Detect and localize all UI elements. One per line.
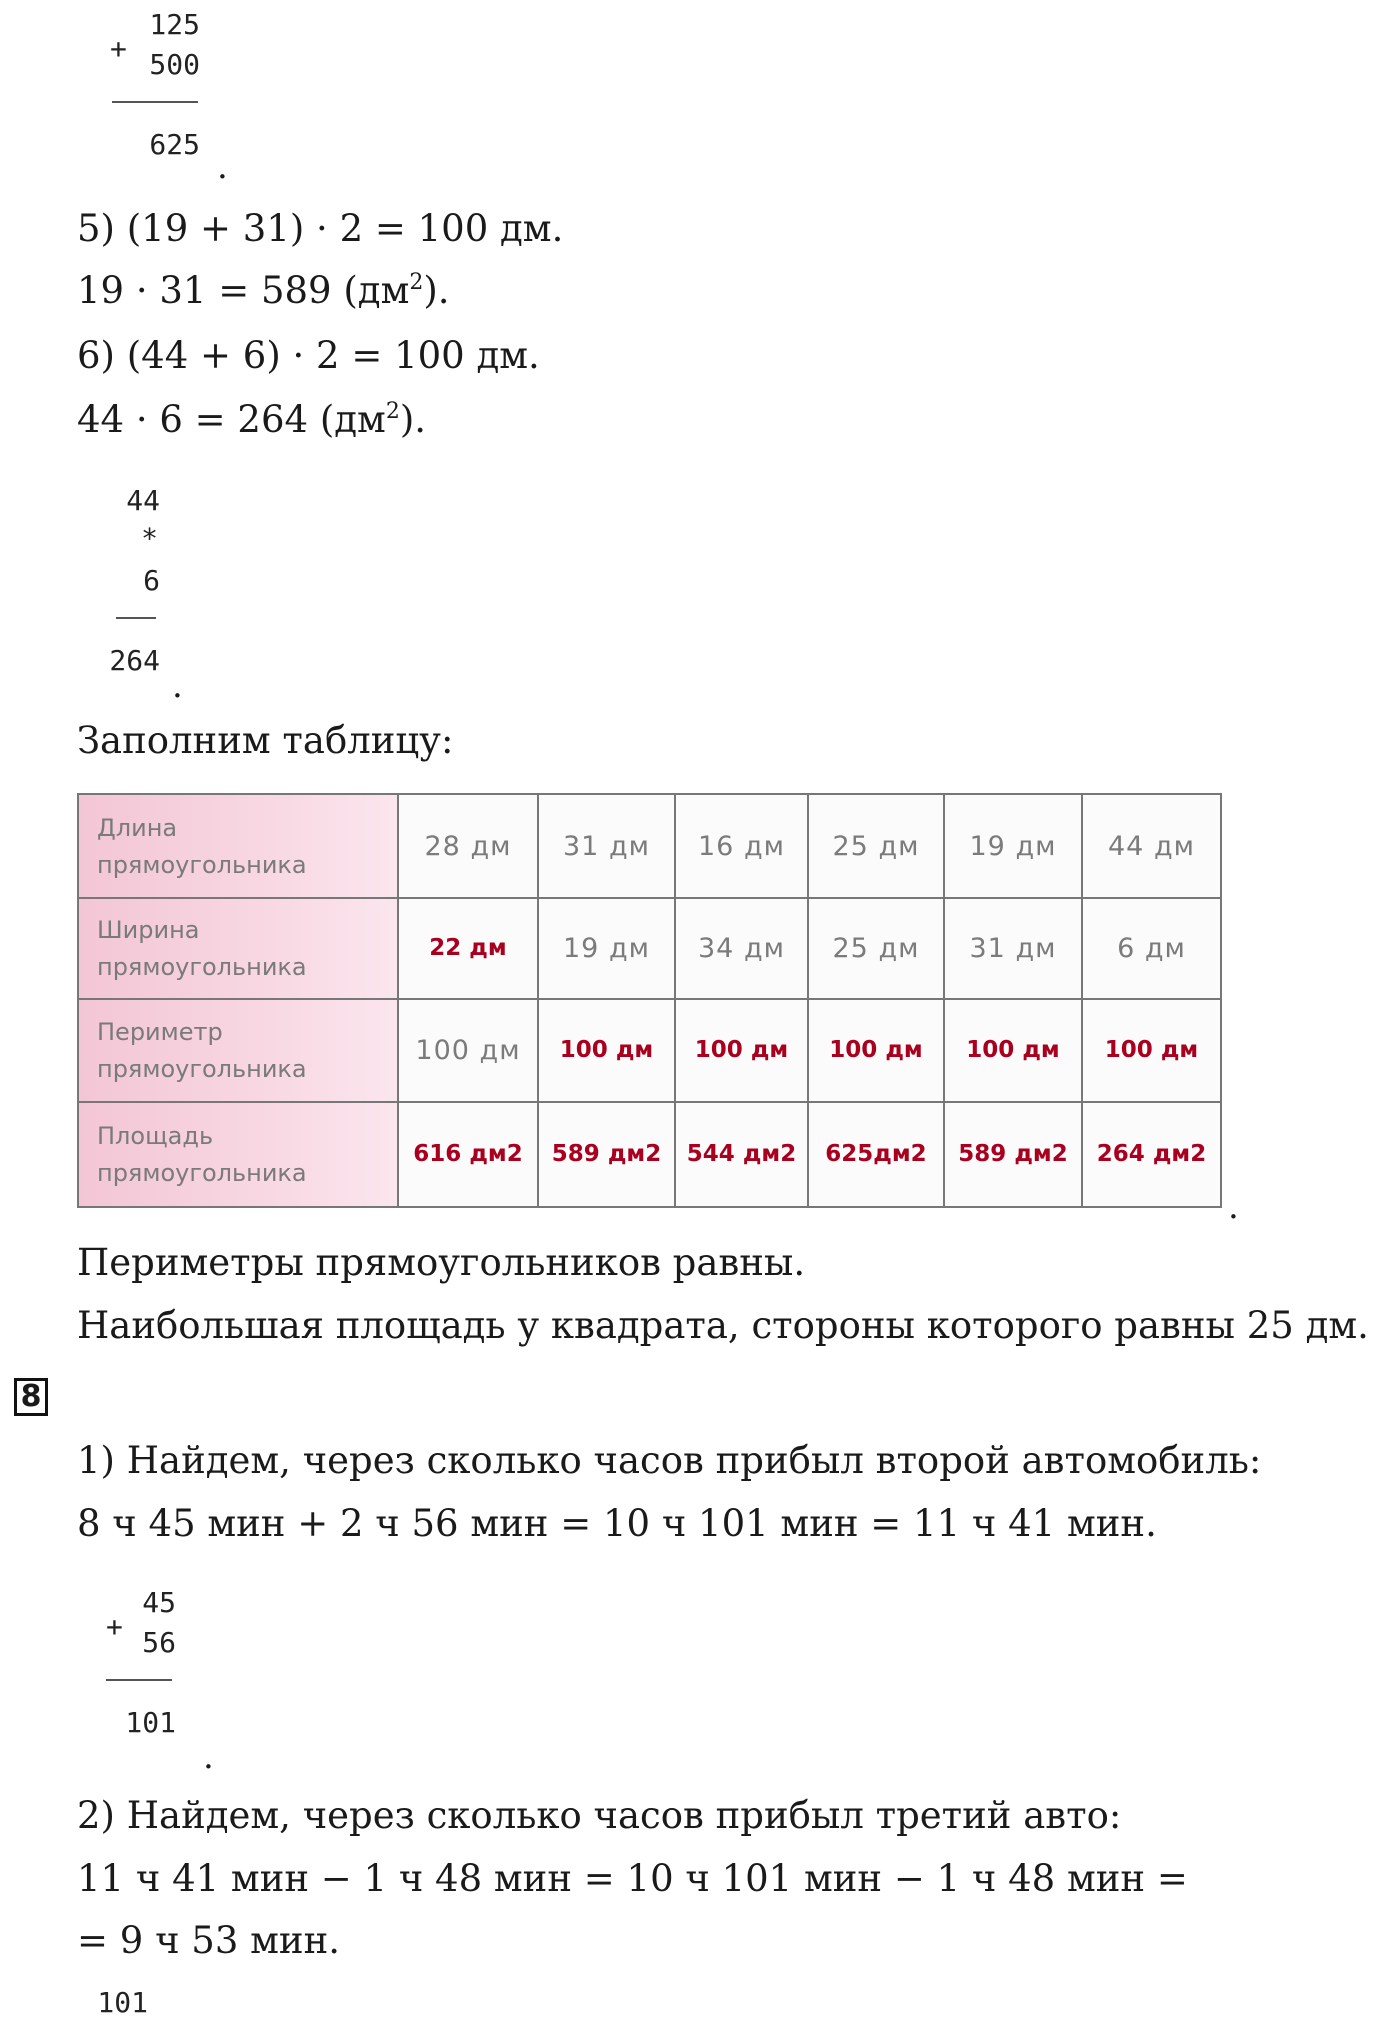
table-row (78, 1102, 1221, 1207)
step-6-area (77, 398, 427, 441)
column-addition-2 (106, 1582, 176, 1742)
table-cell-filled: 589 дм2 (944, 1102, 1082, 1207)
addend-1: 125 (149, 8, 200, 41)
table-cell: 6 дм (1082, 898, 1221, 999)
task-8-step-2-calc-2: = 9 ч 53 мин. (77, 1919, 340, 1962)
table-cell: 34 дм (675, 898, 808, 999)
times-sign: * (141, 522, 158, 555)
task-8-step-2: 2) Найдем, через сколько часов прибыл третий авто: (77, 1794, 1122, 1837)
sum-line (106, 1679, 172, 1681)
sum: 625 (149, 128, 200, 161)
superscript-2: 2 (409, 270, 424, 295)
table-cell-filled: 616 дм2 (398, 1102, 538, 1207)
row-header-area: Площадь прямоугольника (78, 1102, 398, 1207)
task-8-step-1: 1) Найдем, через сколько часов прибыл второй автомобиль: (77, 1439, 1262, 1482)
plus-sign: + (106, 1610, 123, 1643)
step-6-area-end: ). (399, 398, 427, 441)
table-cell: 100 дм (398, 999, 538, 1102)
product-line (116, 617, 156, 619)
table-cell: 31 дм (944, 898, 1082, 999)
table-cell-filled: 264 дм2 (1082, 1102, 1221, 1207)
table-cell-filled: 22 дм (398, 898, 538, 999)
table-cell: 44 дм (1082, 794, 1221, 898)
row-header-width: Ширина прямоугольника (78, 898, 398, 999)
multiplicand: 44 (126, 484, 160, 517)
period: . (217, 147, 228, 187)
superscript-2: 2 (385, 399, 400, 424)
step-5-area-end: ). (423, 269, 450, 312)
step-5-area-text: 19 · 31 = 589 (дм (77, 269, 410, 312)
step-6-perimeter: 6) (44 + 6) · 2 = 100 дм. (77, 334, 540, 377)
addend-2: 500 (149, 48, 200, 81)
table-cell: 19 дм (538, 898, 675, 999)
addend-2: 56 (142, 1626, 176, 1659)
table-cell-filled: 100 дм (944, 999, 1082, 1102)
minuend: 101 (97, 1986, 148, 2019)
table-cell-filled: 100 дм (1082, 999, 1221, 1102)
rectangles-table (77, 793, 1222, 1208)
product: 264 (109, 644, 160, 677)
table-row (78, 898, 1221, 999)
row-header-perimeter: Периметр прямоугольника (78, 999, 398, 1102)
table-cell-filled: 100 дм (808, 999, 944, 1102)
task-number-badge: 8 (14, 1378, 48, 1416)
table-cell: 19 дм (944, 794, 1082, 898)
period: . (1228, 1187, 1239, 1227)
column-multiplication (98, 478, 160, 678)
largest-area-statement: Наибольшая площадь у квадрата, стороны которого равны 25 дм. (77, 1304, 1369, 1347)
period: . (172, 666, 183, 706)
table-cell-filled: 544 дм2 (675, 1102, 808, 1207)
sum-line (112, 101, 198, 103)
column-addition-1 (110, 0, 200, 170)
row-header-length: Длина прямоугольника (78, 794, 398, 898)
table-cell-filled: 100 дм (675, 999, 808, 1102)
table-cell: 16 дм (675, 794, 808, 898)
multiplier: 6 (143, 564, 160, 597)
table-cell-filled: 589 дм2 (538, 1102, 675, 1207)
table-cell: 25 дм (808, 794, 944, 898)
step-6-area-text: 44 · 6 = 264 (дм (77, 398, 386, 441)
table-row (78, 794, 1221, 898)
task-8-step-1-calc: 8 ч 45 мин + 2 ч 56 мин = 10 ч 101 мин = 11 ч 41 мин. (77, 1502, 1157, 1545)
table-cell-filled: 100 дм (538, 999, 675, 1102)
task-8-step-2-calc-1: 11 ч 41 мин − 1 ч 48 мин = 10 ч 101 мин − 1 ч 48 мин = (77, 1857, 1188, 1900)
sum: 101 (125, 1706, 176, 1739)
plus-sign: + (110, 32, 127, 65)
table-cell: 31 дм (538, 794, 675, 898)
table-cell: 25 дм (808, 898, 944, 999)
fill-table-caption: Заполним таблицу: (77, 719, 454, 762)
table-row (78, 999, 1221, 1102)
period: . (203, 1737, 214, 1777)
step-5-area (77, 269, 450, 312)
addend-1: 45 (142, 1586, 176, 1619)
column-subtraction-top (88, 1986, 148, 2019)
table-cell: 28 дм (398, 794, 538, 898)
perimeters-equal: Периметры прямоугольников равны. (77, 1241, 806, 1284)
step-5-perimeter: 5) (19 + 31) · 2 = 100 дм. (77, 207, 564, 250)
table-cell-filled: 625дм2 (808, 1102, 944, 1207)
